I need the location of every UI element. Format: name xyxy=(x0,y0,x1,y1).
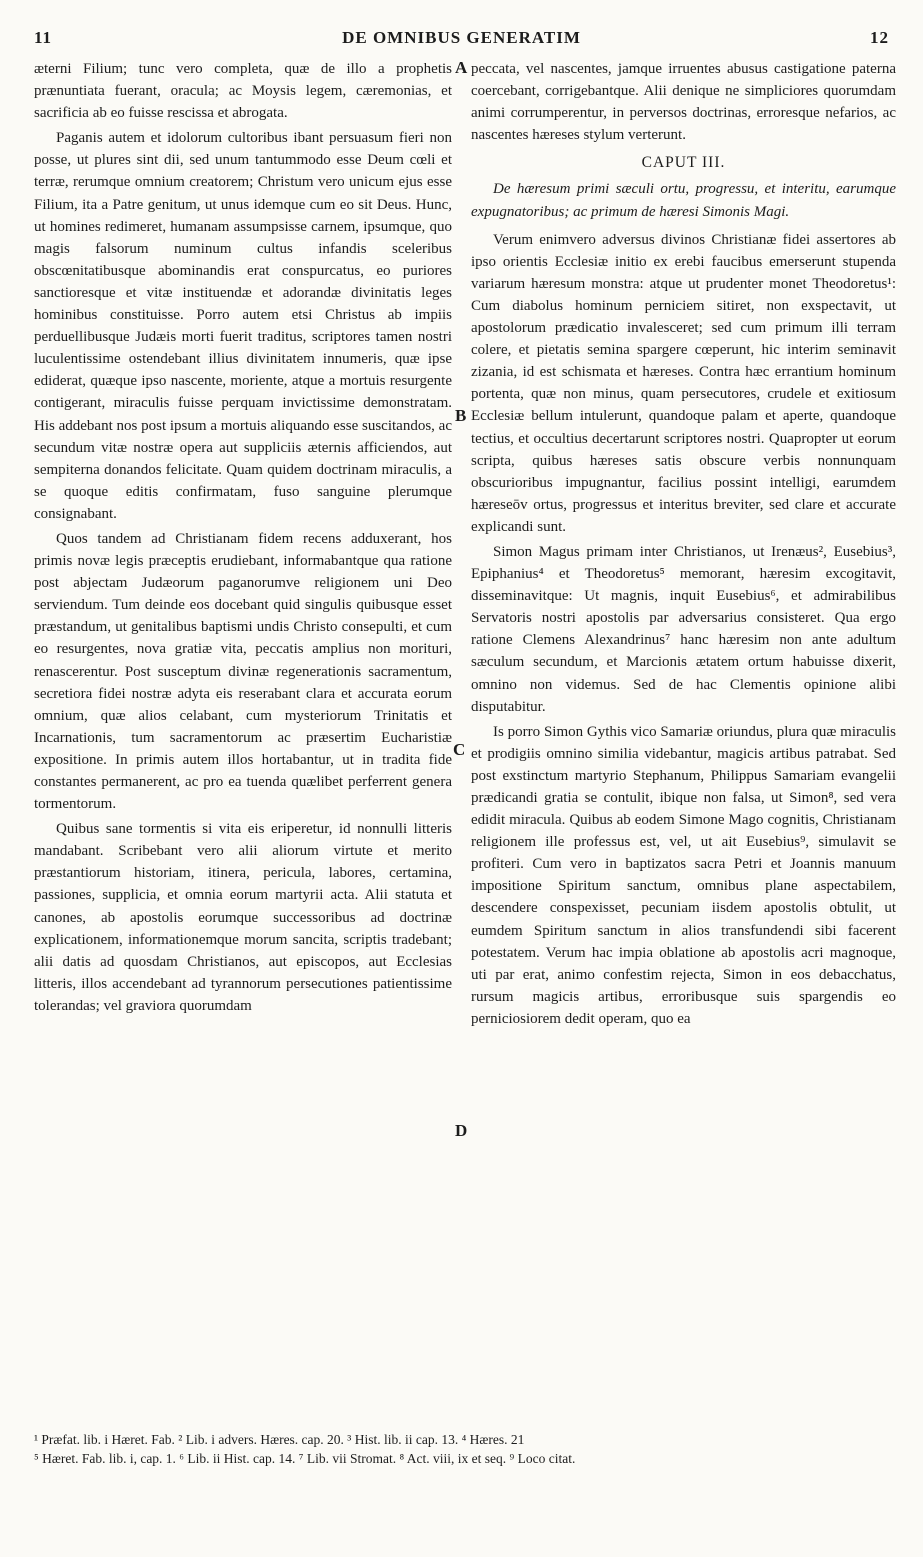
page-number-right: 12 xyxy=(870,28,889,47)
margin-letter-a: A xyxy=(455,58,468,77)
paragraph: Quibus sane tormentis si vita eis eriperetur, id nonnulli litteris mandabant. Scribebant vero alii aliorum virtute et merito præstantiorum historiam, itinera, pericula, labores, certamina, passiones, supplicia, et omnia eorum martyrii acta. Alii statuta et canones, ab apostolis eorumque successoribus ad doctrinæ explicationem, informationemque morum sancita, scriptis tradebant; alii datis ad quosdam Christianos, aut episcopos, aut Ecclesias litteris, illos accendebant ad tyrannorum persecutiones patientissime tolerandas; vel graviora quorumdam xyxy=(34,821,452,1014)
left-column xyxy=(34,58,452,1020)
paragraph: æterni Filium; tunc vero completa, quæ de illo a prophetis prænuntiata fuerant, oracula; ac Moysis legem, cæremonias, et sacrificia ab eo fuisse rescissa et abrogata. xyxy=(34,61,452,122)
paragraph: Paganis autem et idolorum cultoribus ibant persuasum fieri non posse, ut plures sint dii, sed unum tantummodo esse Deum cœli et terræ, rerumque omnium creatorem; Christum vero unicum ejus esse Filium, ita a Patre genitum, ut unus idemque cum eo sit Deus. Hunc, ut homines redimeret, humanam assumpsisse carnem, ipsumque, quo magis falsorum numinum cultus infandis sceleribus obscœnitatibusque abominandis erat conspurcatus, eo puriores sanctioresque et vitæ instituendæ et adorandæ divinitatis leges hominibus constituisse. Porro autem etsi Christus ab impiis perduellibusque Judæis morti fuerit traditus, scriptores tamen nostri luculentissime ostendebant illius divinitatem innumeris, quæ ipse ediderat, quæque ipso nascente, moriente, atque a mortuis resurgente contigerant, miraculis fuisse perquam invictissime demonstratam. His addebant nos post ipsum a mortuis aliquando esse suscitandos, ac secundum vitæ nostræ opera aut suppliciis æternis afficiendos, aut sempiterna donandos felicitate. Quam quidem doctrinam miraculis, a se quoque editis confirmatam, fuso sanguine plerumque consignabant. xyxy=(34,130,452,522)
page-number-left: 11 xyxy=(34,28,53,47)
paragraph: Quos tandem ad Christianam fidem recens adduxerant, hos primis novæ legis præceptis erudiebant, informabantque qua ratione post abjectam Judæorum paganorumve religionem uni Deo serviendum. Tum deinde eos docebant quid singulis quibusque esset præstandum, ut genitalibus baptismi undis Christo consepulti, et cum eo resurgentes, nova gratiæ vita, peccatis amplius non morituri, renascerentur. Post susceptum divinæ regenerationis sacramentum, secretiora fidei nostræ adyta eis reserabant clara et accurata eorum omnium, quæ alios celabant, cum mysteriorum Trinitatis et Incarnationis, tum sacramentorum ac præsertim Eucharistiæ expositione. In primis autem illos hortabantur, ut in tradita fide constantes permanerent, ac pro ea tuenda quælibet perferrent genera tormentorum. xyxy=(34,530,452,813)
chapter-heading: CAPUT III. xyxy=(641,154,726,172)
paragraph: Verum enimvero adversus divinos Christianæ fidei assertores ab ipso orientis Ecclesiæ initio ex erebi faucibus emerserunt stupenda variarum hæresum monstra: atque ut prudenter monet Theodoretus¹: Cum diabolus hominum perniciem sitiret, non exspectavit, ut apostolorum prædicatio invalesceret; sed cum primum illi terram colere, et pietatis semina spargere cœperunt, hic interim seminavit zizania, id est schismata et hæreses. Contra hæc errantium hominum portenta, quæ non minus, quam persecutores, crudele et exitiosum Ecclesiæ bellum intulerunt, quandoque palam et aperte, quandoque tectius, et occultius decertarunt scriptores nostri. Quapropter ut eorum scripta, quibus hæreses satis obscure verbis nonnunquam obscurioribus impugnantur, facilius possint intelligi, earumdem hæreseōv ortus, progressus et interitus breviter, sed clare et accurate explicandi sunt. xyxy=(471,231,896,535)
paragraph: Is porro Simon Gythis vico Samariæ oriundus, plura quæ miraculis et prodigiis omnino similia videbantur, magicis artibus patrabat. Sed post exstinctum martyrio Stephanum, Philippus Samariam evangelii prædicandi gratia se contulit, ibique non falsa, ut Simon⁸, sed vera edidit miracula. Quibus ab eodem Simone Mago cognitis, Christianam religionem ille professus est, vel, ut ait Eusebius⁹, simulavit se profiteri. Cum vero in baptizatos sacra Petri et Joannis manuum impositione Spiritum sanctum, omnibus plane aspectabilem, descendere conspexisset, pecuniam iisdem apostolis obtulit, ut eumdem Spiritum sanctum in alios transfundendi sibi facerent potestatem. Verum hac impia oblatione ab apostolis acri magnoque, uti par erat, animo confestim rejecta, Simon in eos debacchatus, rursum magicis artibus, erroribusque suis spargendis eo perniciosiorem dedit operam, quo ea xyxy=(471,723,896,1027)
footnote-line: ⁵ Hæret. Fab. lib. i, cap. 1. ⁶ Lib. ii Hist. cap. 14. ⁷ Lib. vii Stromat. ⁸ Act. viii, ix et seq. ⁹ Loco citat. xyxy=(34,1451,576,1466)
paragraph: peccata, vel nascentes, jamque irruentes abusus castigatione paterna coercebant, corrigebantque. Alii denique ne simpliciores quorumdam animi corrumperentur, in perversos doctrinas, erroresque nefarios, ac nascentes hæreses stylum verterunt. xyxy=(471,61,896,144)
margin-letter-d: D xyxy=(455,1121,468,1140)
footnote-line: ¹ Præfat. lib. i Hæret. Fab. ² Lib. i advers. Hæres. cap. 20. ³ Hist. lib. ii cap. 13. ⁴ Hæres. 21 xyxy=(34,1432,525,1447)
running-title: DE OMNIBUS GENERATIM xyxy=(342,28,581,47)
paragraph: Simon Magus primam inter Christianos, ut Irenæus², Eusebius³, Epiphanius⁴ et Theodoretus⁵ memorant, hæresim excogitavit, disseminavitque: Ut magnis, inquit Eusebius⁶, et admirabilibus Servatoris nostri apostolis par adversarius consisteret. Qua ergo ratione Clemens Alexandrinus⁷ hanc hæresim non ante adultum sæculum secundum, et Marcionis ætatem ortum habuisse dixerit, omnino non videmus. Sed de hac Clementis opinione alibi disputabitur. xyxy=(471,543,896,715)
running-header xyxy=(0,28,923,54)
footnotes xyxy=(34,1430,894,1468)
margin-letter-c: C xyxy=(453,740,466,759)
right-column xyxy=(471,58,896,1033)
margin-letter-b: B xyxy=(455,406,467,425)
chapter-subtitle: De hæresum primi sæculi ortu, progressu, et interitu, earumque expugnatoribus; ac primum de hæresi Simonis Magi. xyxy=(471,181,896,220)
